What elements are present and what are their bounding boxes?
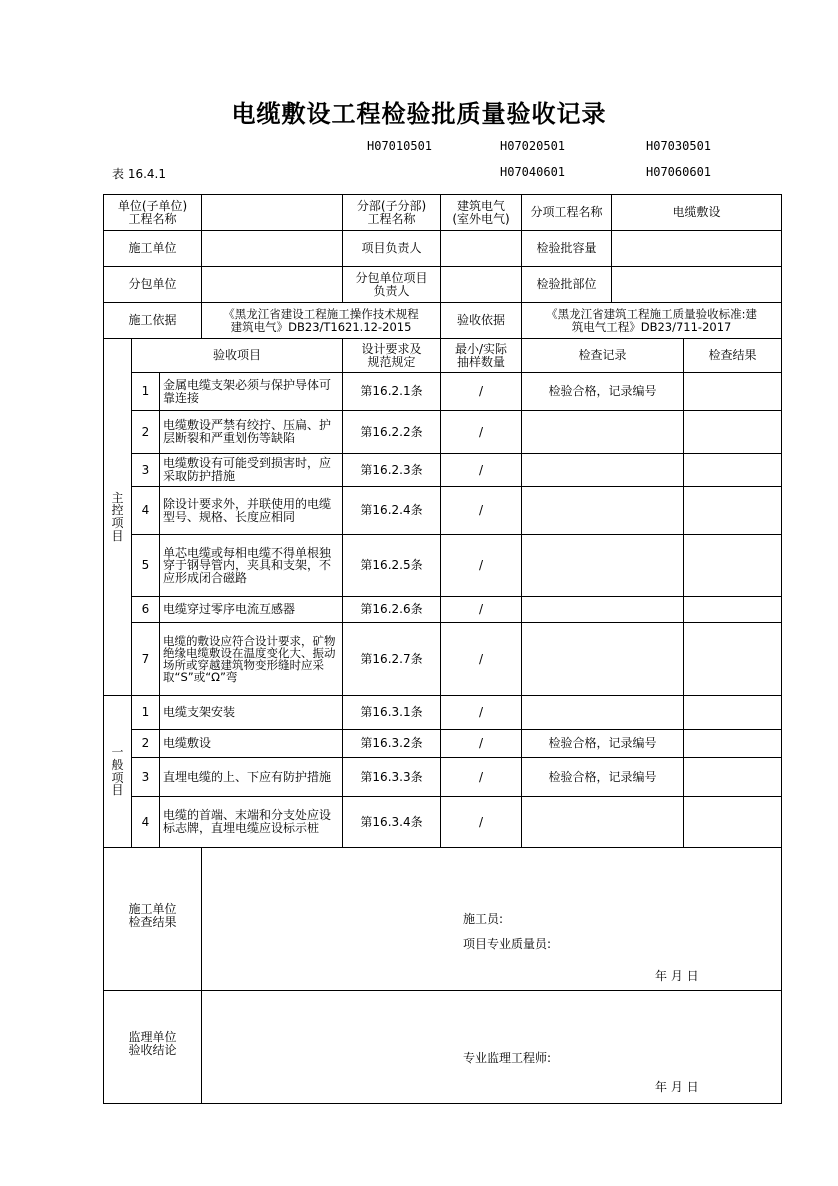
row-record[interactable]: [522, 597, 684, 623]
unit-value[interactable]: [202, 195, 343, 231]
row-clause: 第16.2.3条: [343, 454, 441, 487]
table-row: [104, 758, 782, 797]
basis-value: 《黑龙江省建设工程施工操作技术规程 建筑电气》DB23/T1621.12-2015: [202, 303, 441, 339]
row-result[interactable]: [684, 411, 782, 454]
row-number: 5: [132, 535, 160, 597]
accept-basis-value: 《黑龙江省建筑工程施工质量验收标准:建 筑电气工程》DB23/711-2017: [522, 303, 782, 339]
subitem-value: 电缆敷设: [612, 195, 782, 231]
table-row: [104, 454, 782, 487]
row-number: 1: [132, 696, 160, 730]
row-text: 除设计要求外，并联使用的电缆型号、规格、长度应相同: [160, 487, 343, 535]
row-record[interactable]: 检验合格，记录编号: [522, 373, 684, 411]
table-row: [104, 597, 782, 623]
row-sample: /: [441, 487, 522, 535]
row-record[interactable]: [522, 411, 684, 454]
row-result[interactable]: [684, 454, 782, 487]
row-number: 1: [132, 373, 160, 411]
supervision-row: [104, 991, 782, 1104]
table-row: [104, 373, 782, 411]
row-result[interactable]: [684, 730, 782, 758]
row-result[interactable]: [684, 373, 782, 411]
code-1: H07010501: [367, 139, 433, 153]
sub-leader-value[interactable]: [441, 267, 522, 303]
row-number: 4: [132, 797, 160, 848]
row-text: 单芯电缆或每相电缆不得单根独穿于钢导管内，夹具和支架，不应形成闭合磁路: [160, 535, 343, 597]
table-row: [104, 535, 782, 597]
batch-location-label: 检验批部位: [522, 267, 612, 303]
column-header-row: [104, 339, 782, 373]
row-sample: /: [441, 623, 522, 696]
code-2: H07020501: [500, 139, 566, 153]
row-result[interactable]: [684, 696, 782, 730]
table-row: [104, 623, 782, 696]
row-number: 4: [132, 487, 160, 535]
row-sample: /: [441, 454, 522, 487]
batch-location-value[interactable]: [612, 267, 782, 303]
accept-basis-label: 验收依据: [441, 303, 522, 339]
row-text: 电缆的敷设应符合设计要求，矿物绝缘电缆敷设在温度变化大、振动场所或穿越建筑物变形缝时应采取“S”或“Ω”弯: [160, 623, 343, 696]
division-label: 分部(子分部) 工程名称: [343, 195, 441, 231]
row-record[interactable]: 检验合格，记录编号: [522, 730, 684, 758]
col-result-header: 检查结果: [684, 339, 782, 373]
batch-capacity-value[interactable]: [612, 231, 782, 267]
row-clause: 第16.2.7条: [343, 623, 441, 696]
row-clause: 第16.3.1条: [343, 696, 441, 730]
row-result[interactable]: [684, 623, 782, 696]
row-record[interactable]: [522, 535, 684, 597]
row-clause: 第16.3.2条: [343, 730, 441, 758]
engineer-label: 专业监理工程师:: [463, 1051, 552, 1065]
construction-date: 年 月 日: [655, 969, 699, 983]
header-row-4: [104, 303, 782, 339]
row-sample: /: [441, 730, 522, 758]
row-record[interactable]: [522, 797, 684, 848]
row-sample: /: [441, 696, 522, 730]
row-sample: /: [441, 373, 522, 411]
row-number: 3: [132, 758, 160, 797]
row-text: 电缆支架安装: [160, 696, 343, 730]
main-control-label: 主 控 项 目: [104, 339, 132, 696]
row-sample: /: [441, 758, 522, 797]
table-row: [104, 411, 782, 454]
header-row-2: [104, 231, 782, 267]
row-number: 3: [132, 454, 160, 487]
row-result[interactable]: [684, 758, 782, 797]
code-5: H07060601: [646, 165, 712, 179]
row-number: 6: [132, 597, 160, 623]
table-row: [104, 487, 782, 535]
row-text: 电缆穿过零序电流互感器: [160, 597, 343, 623]
unit-label: 单位(子单位) 工程名称: [104, 195, 202, 231]
col-record-header: 检查记录: [522, 339, 684, 373]
constructor-value[interactable]: [202, 231, 343, 267]
row-result[interactable]: [684, 487, 782, 535]
constructor-label: 施工单位: [104, 231, 202, 267]
construction-check-area[interactable]: [202, 848, 782, 991]
row-text: 电缆敷设: [160, 730, 343, 758]
page-title: 电缆敷设工程检验批质量验收记录: [231, 100, 607, 128]
table-row: [104, 730, 782, 758]
inspection-table: [103, 194, 782, 1104]
row-clause: 第16.2.1条: [343, 373, 441, 411]
row-sample: /: [441, 797, 522, 848]
project-leader-value[interactable]: [441, 231, 522, 267]
subcontractor-value[interactable]: [202, 267, 343, 303]
general-label: 一 般 项 目: [104, 696, 132, 848]
row-record[interactable]: [522, 487, 684, 535]
col-sample-header: 最小/实际 抽样数量: [441, 339, 522, 373]
quality-label: 项目专业质量员:: [463, 937, 552, 951]
supervision-date: 年 月 日: [655, 1080, 699, 1094]
code-4: H07040601: [500, 165, 566, 179]
row-text: 金属电缆支架必须与保护导体可靠连接: [160, 373, 343, 411]
project-leader-label: 项目负责人: [343, 231, 441, 267]
construction-check-row: [104, 848, 782, 991]
row-result[interactable]: [684, 797, 782, 848]
row-clause: 第16.2.6条: [343, 597, 441, 623]
code-3: H07030501: [646, 139, 712, 153]
sub-leader-label: 分包单位项目 负责人: [343, 267, 441, 303]
row-number: 2: [132, 730, 160, 758]
row-record[interactable]: [522, 623, 684, 696]
division-value: 建筑电气 (室外电气): [441, 195, 522, 231]
row-clause: 第16.2.5条: [343, 535, 441, 597]
supervision-label: 监理单位 验收结论: [104, 991, 202, 1104]
row-record[interactable]: [522, 454, 684, 487]
row-clause: 第16.3.3条: [343, 758, 441, 797]
row-number: 7: [132, 623, 160, 696]
header-row-3: [104, 267, 782, 303]
row-clause: 第16.2.4条: [343, 487, 441, 535]
row-text: 电缆敷设有可能受到损害时，应采取防护措施: [160, 454, 343, 487]
row-result[interactable]: [684, 535, 782, 597]
row-record[interactable]: [522, 696, 684, 730]
header-row-1: [104, 195, 782, 231]
basis-label: 施工依据: [104, 303, 202, 339]
row-result[interactable]: [684, 597, 782, 623]
table-row: [104, 696, 782, 730]
supervision-area[interactable]: [202, 991, 782, 1104]
construction-check-label: 施工单位 检查结果: [104, 848, 202, 991]
subcontractor-label: 分包单位: [104, 267, 202, 303]
row-sample: /: [441, 411, 522, 454]
table-number: 表 16.4.1: [112, 167, 166, 181]
row-text: 直埋电缆的上、下应有防护措施: [160, 758, 343, 797]
row-sample: /: [441, 597, 522, 623]
row-text: 电缆的首端、末端和分支处应设标志牌，直埋电缆应设标示桩: [160, 797, 343, 848]
subitem-label: 分项工程名称: [522, 195, 612, 231]
row-sample: /: [441, 535, 522, 597]
table-row: [104, 797, 782, 848]
row-clause: 第16.3.4条: [343, 797, 441, 848]
col-design-header: 设计要求及 规范规定: [343, 339, 441, 373]
row-number: 2: [132, 411, 160, 454]
row-record[interactable]: 检验合格，记录编号: [522, 758, 684, 797]
row-text: 电缆敷设严禁有绞拧、压扁、护层断裂和严重划伤等缺陷: [160, 411, 343, 454]
worker-label: 施工员:: [463, 912, 504, 926]
batch-capacity-label: 检验批容量: [522, 231, 612, 267]
row-clause: 第16.2.2条: [343, 411, 441, 454]
col-item-header: 验收项目: [132, 339, 343, 373]
